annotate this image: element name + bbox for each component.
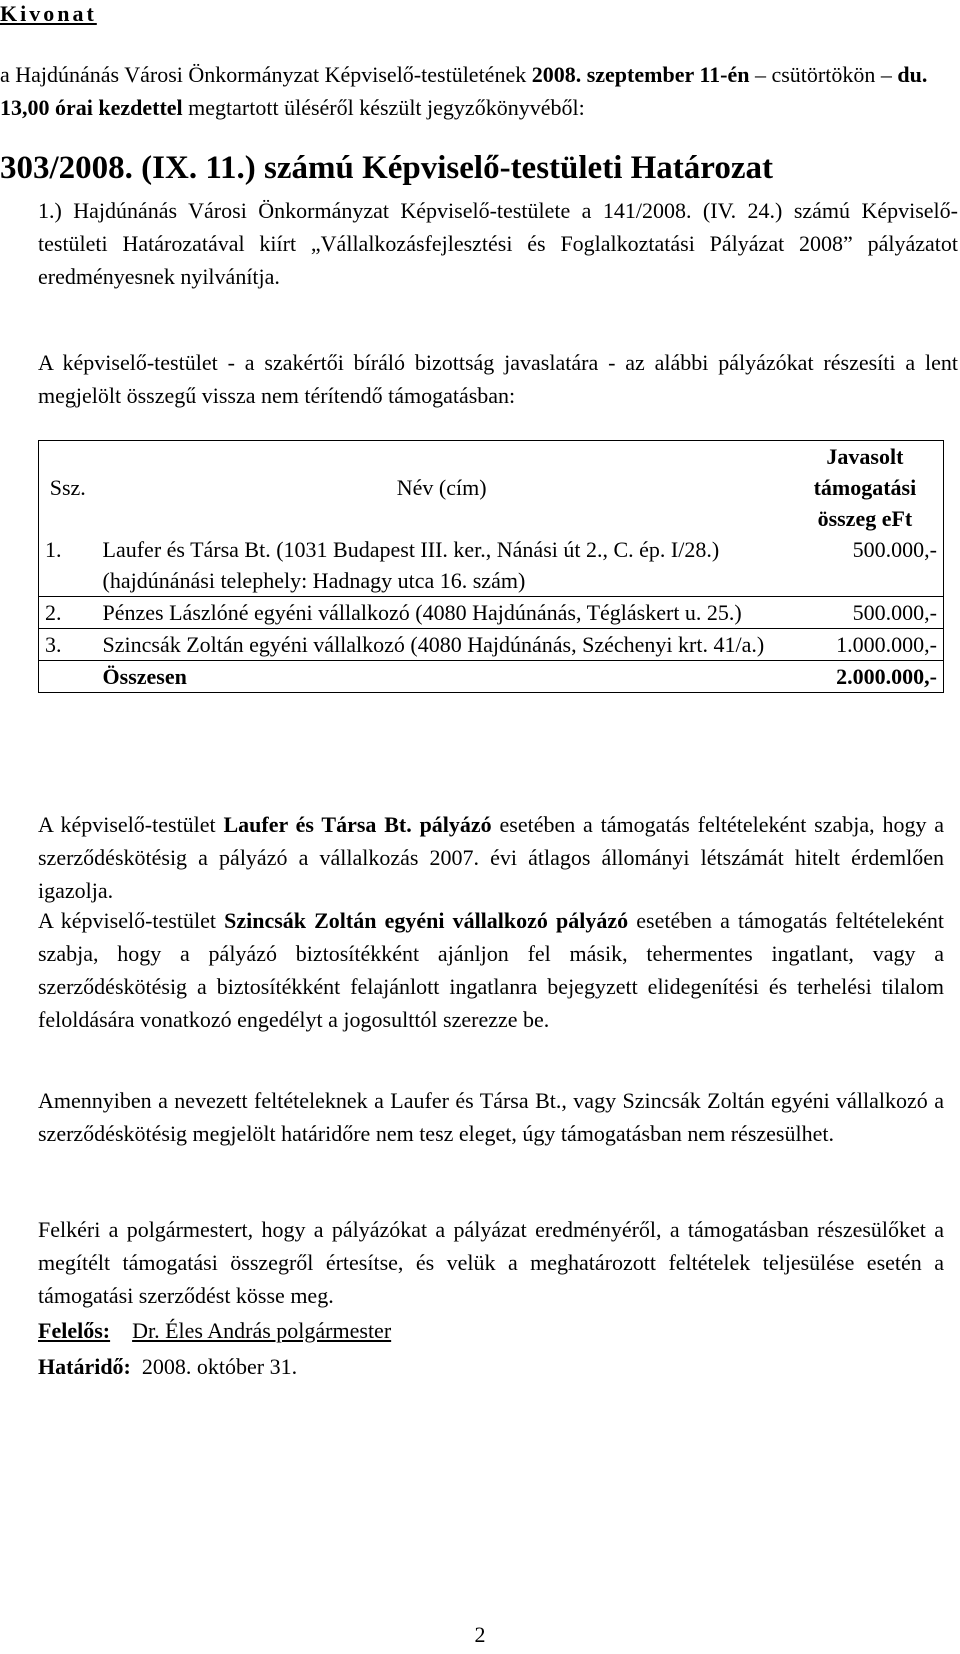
table-row xyxy=(39,534,944,597)
paragraph-4-applicant: Szincsák Zoltán egyéni vállalkozó pályázó xyxy=(224,908,629,933)
row-name: Szincsák Zoltán egyéni vállalkozó (4080 Hajdúnánás, Széchenyi krt. 41/a.) xyxy=(97,629,787,661)
grants-table xyxy=(38,440,944,693)
row-name: Laufer és Társa Bt. (1031 Budapest III. ker., Nánási út 2., C. ép. I/28.) (hajdúnánási telephely: Hadnagy utca 16. szám) xyxy=(102,537,720,593)
paragraph-1: 1.) Hajdúnánás Városi Önkormányzat Képviselő-testülete a 141/2008. (IV. 24.) számú Képviselő-testületi Határozatával kiírt „Vállalkozásfejlesztési és Foglalkoztatási Pályázat 2008” pályázatot eredményesnek nyilvánítja. xyxy=(38,198,958,289)
paragraph-4-part1: A képviselő-testület xyxy=(38,908,225,933)
deadline-value: 2008. október 31. xyxy=(141,1354,298,1379)
intro-text xyxy=(0,58,950,124)
row-amount: 500.000,- xyxy=(852,537,937,562)
intro-date: 2008. szeptember 11-én xyxy=(531,62,750,87)
header-name: Név (cím) xyxy=(396,475,487,500)
intro-part2: – csütörtökön – xyxy=(749,62,898,87)
intro-part1: a Hajdúnánás Városi Önkormányzat Képviselő-testületének xyxy=(0,62,532,87)
row-amount: 1.000.000,- xyxy=(787,629,944,661)
paragraph-6: Felkéri a polgármestert, hogy a pályázókat a pályázat eredményéről, a támogatásban részesülőket a megítélt támogatási összegről értesítse, és velük a meghatározott feltételek teljesülése esetén a támogatási szerződést kösse meg. xyxy=(38,1217,944,1308)
row-amount: 500.000,- xyxy=(787,597,944,629)
paragraph-3-part2 xyxy=(412,812,420,837)
row-ssz: 3. xyxy=(39,629,97,661)
row-ssz: 1. xyxy=(45,537,62,562)
paragraph-4-part2: esetében a támogatás feltételeként szabja, hogy a pályázó biztosítékként ajánljon fel másik, tehermentes ingatlant, vagy a szerződéskötésig a biztosítékként felajánlott ingatlanra bejegyzett elidegenítési és terhelési tilalom feloldására vonatkozó engedélyt a jogosulttól szerezze be. xyxy=(38,908,944,1032)
paragraph-3-part3: esetében a támogatás feltételeként szabja, hogy a szerződéskötésig a pályázó a vállalkozás 2007. évi átlagos állományi létszámát hitelt érdemlően igazolja. xyxy=(38,812,945,903)
table-row xyxy=(39,629,944,661)
intro-time: du. 13,00 órai kezdettel xyxy=(0,62,928,120)
intro-part3: megtartott üléséről készült jegyzőkönyvéből: xyxy=(182,95,585,120)
total-label: Összesen xyxy=(97,661,787,693)
table-header-row xyxy=(39,441,944,535)
header-amount: Javasolt támogatási összeg eFt xyxy=(813,444,917,531)
paragraph-5: Amennyiben a nevezett feltételeknek a Laufer és Társa Bt., vagy Szincsák Zoltán egyéni vállalkozó a szerződéskötésig megjelölt határidőre nem tesz eleget, úgy támogatásban nem részesülhet. xyxy=(38,1088,944,1146)
row-name: Pénzes Lászlóné egyéni vállalkozó (4080 Hajdúnánás, Tégláskert u. 25.) xyxy=(97,597,787,629)
page-number: 2 xyxy=(474,1622,486,1647)
resolution-title: 303/2008. (IX. 11.) számú Képviselő-testületi Határozat xyxy=(0,150,773,186)
responsible-label: Felelős: xyxy=(38,1318,111,1343)
document-heading: Kivonat xyxy=(0,1,97,26)
deadline-line xyxy=(38,1350,297,1383)
paragraph-2: A képviselő-testület - a szakértői bíráló bizottság javaslatára - az alábbi pályázókat részesíti a lent megjelölt összegű vissza nem térítendő támogatásban: xyxy=(38,350,958,408)
responsible-value: Dr. Éles András polgármester xyxy=(132,1318,392,1343)
deadline-label: Határidő: xyxy=(38,1354,131,1379)
responsible-line xyxy=(38,1314,391,1347)
header-ssz: Ssz. xyxy=(49,475,86,500)
paragraph-3-part1: A képviselő-testület xyxy=(38,812,224,837)
paragraph-3-applicant: pályázó xyxy=(419,812,492,837)
paragraph-4 xyxy=(38,904,944,1036)
table-total-row xyxy=(39,661,944,693)
total-amount: 2.000.000,- xyxy=(787,661,944,693)
paragraph-3-company: Laufer és Társa Bt. xyxy=(223,812,412,837)
row-ssz: 2. xyxy=(39,597,97,629)
paragraph-3 xyxy=(38,808,944,907)
table-row xyxy=(39,597,944,629)
